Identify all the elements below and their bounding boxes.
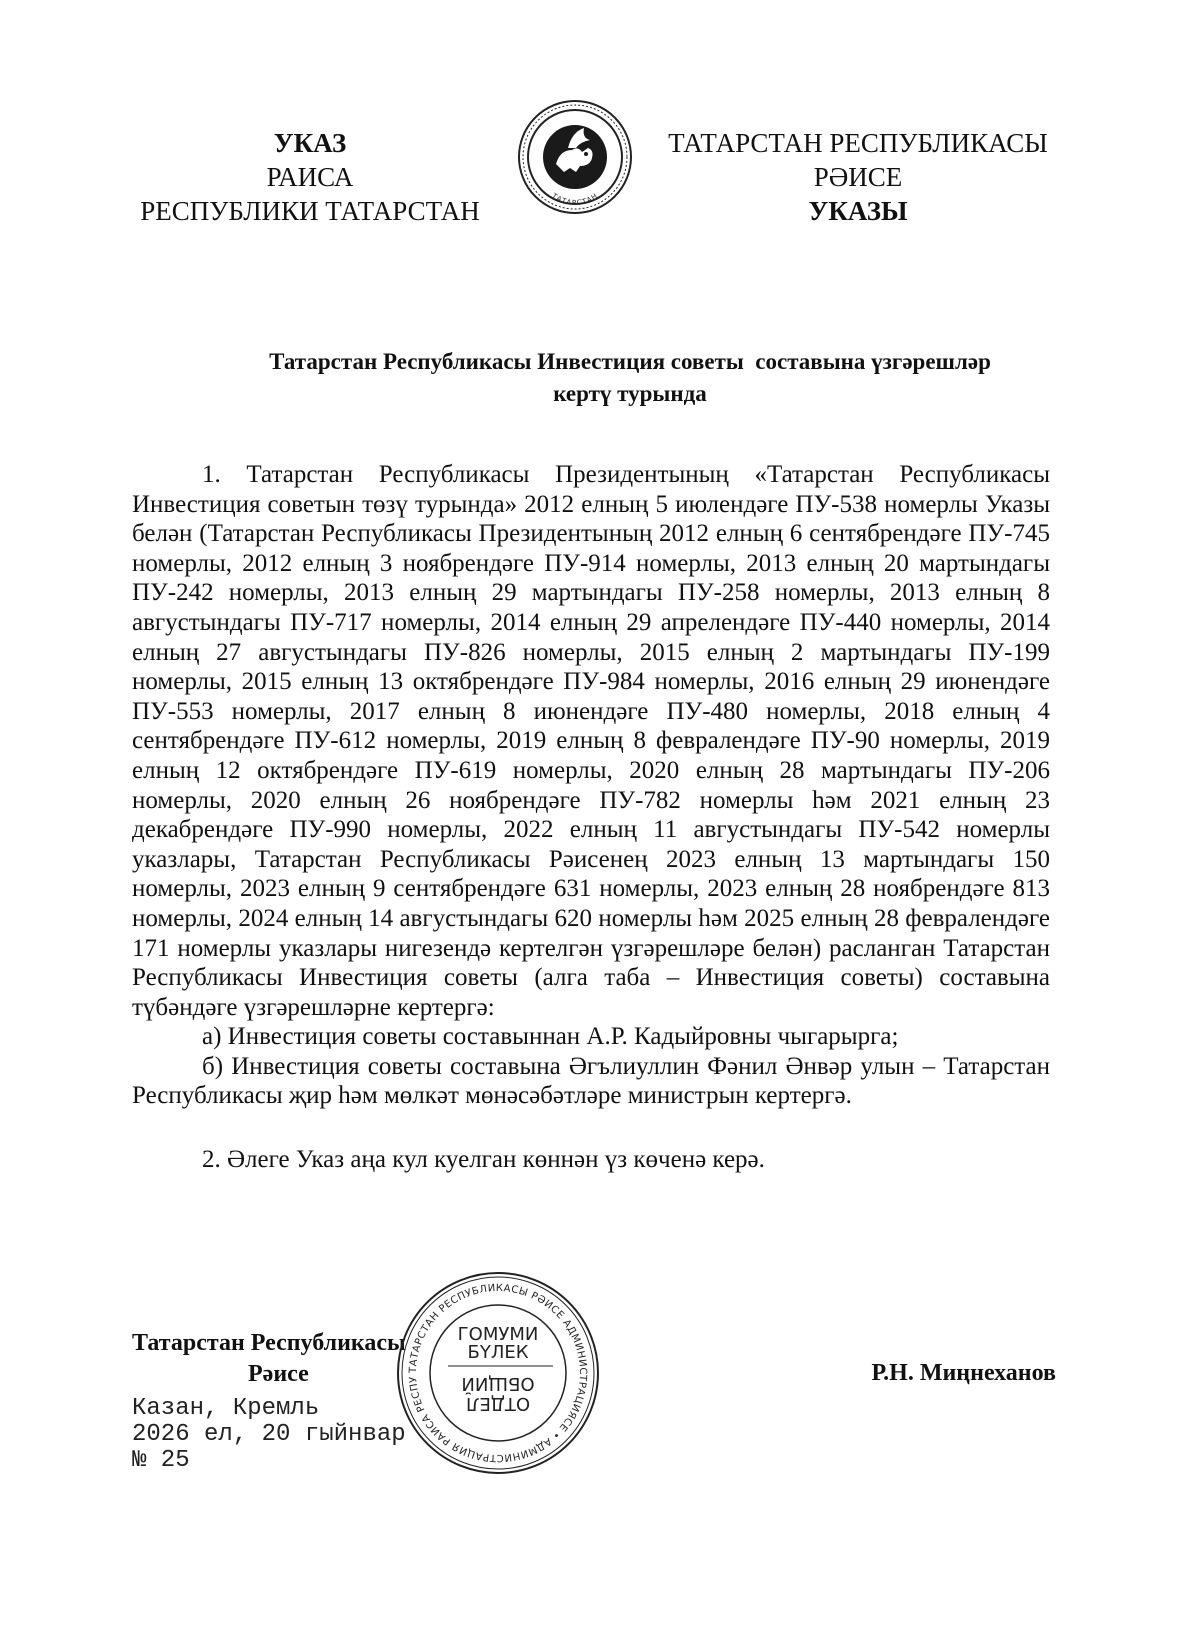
- coat-of-arms-emblem: [516, 98, 634, 216]
- header-left-line1: УКАЗ: [273, 128, 347, 158]
- document-body: [132, 460, 1050, 1175]
- title-line1: Татарстан Республикасы Инвестиция советы составына үзгәрешләр: [269, 349, 991, 374]
- stamp-line4: ОБЩИЙ: [461, 1373, 535, 1394]
- stamp-ring-text: ТАТАРСТАН РЕСПУБЛИКАСЫ РӘИСЕ АДМИНИСТРАЦИЯСЕ • АДМИНИСТРАЦИЯ РАИСА РЕСПУ: [407, 1282, 589, 1464]
- paragraph-1b: б) Инвестиция советы составына Әгълиуллин Фәнил Әнвәр улын – Татарстан Республикасы җир һәм мөлкәт мөнәсәбәтләре министрын кертергә.: [132, 1052, 1050, 1110]
- paragraph-2: 2. Әлеге Указ аңа кул куелган көннән үз көченә керә.: [202, 1146, 765, 1174]
- number-text: № 25: [132, 1447, 190, 1474]
- stamp-line1: ГОМУМИ: [457, 1324, 539, 1345]
- signature-title-line2: Рәисе: [248, 1361, 309, 1387]
- stamp-icon: [393, 1268, 603, 1478]
- place-text: Казан, Кремль: [132, 1395, 320, 1422]
- paragraph-1: 1. Татарстан Республикасы Президентының «Татарстан Республикасы Инвестиция советын төзү турында» 2012 елның 5 июлендәге ПУ-538 номерлы Указы белән (Татарстан Республикасы Президентының 2012 елның 6 сентябрендәге ПУ-745 номерлы, 2012 елның 3 ноябрендәге ПУ-914 номерлы, 2013 елның 20 мартындагы ПУ-242 номерлы, 2013 елның 29 мартындагы ПУ-258 номерлы, 2013 елның 8 августындагы ПУ-717 номерлы, 2014 елның 29 апрелендәге ПУ-440 номерлы, 2014 елның 27 августындагы ПУ-826 номерлы, 2015 елның 2 мартындагы ПУ-199 номерлы, 2015 елның 13 октябрендәге ПУ-984 номерлы, 2016 елның 29 июнендәге ПУ-553 номерлы, 2017 елның 8 июнендәге ПУ-480 номерлы, 2018 елның 4 сентябрендәге ПУ-612 номерлы, 2019 елның 8 февралендәге ПУ-90 номерлы, 2019 елның 12 октябрендәге ПУ-619 номерлы, 2020 елның 28 мартындагы ПУ-206 номерлы, 2020 елның 26 ноябрендәге ПУ-782 номерлы һәм 2021 елның 23 декабрендәге ПУ-990 номерлы, 2022 елның 11 августындагы ПУ-542 номерлы указлары, Татарстан Республикасы Рәисенең 2023 елның 13 мартындагы 150 номерлы, 2023 елның 9 сентябрендәге 631 номерлы, 2023 елның 28 ноябрендәге 813 номерлы, 2024 елның 14 августындагы 620 номерлы һәм 2025 елның 28 февралендәге 171 номерлы указлары нигезендә кертелгән үзгәрешләре белән) расланган Татарстан Республикасы Инвестиция советы (алга таба – Инвестиция советы) составына түбәндәге үзгәрешләрне кертергә:: [132, 461, 1050, 1021]
- official-stamp: [393, 1268, 603, 1478]
- header-right-line2: РӘИСЕ: [813, 162, 903, 192]
- emblem-icon: [516, 98, 634, 216]
- document-title: [180, 346, 1080, 410]
- emblem-text: ТАТАРСТАН: [550, 191, 600, 208]
- title-line2: кертү турында: [553, 381, 707, 406]
- signature-title-line1: Татарстан Республикасы: [132, 1330, 406, 1356]
- paragraph-1a: а) Инвестиция советы составыннан А.Р. Кадыйровны чыгарырга;: [202, 1023, 899, 1051]
- date-text: 2026 ел, 20 гыйнвар: [132, 1421, 406, 1448]
- stamp-line2: БҮЛЕК: [467, 1342, 529, 1363]
- place-date-block: [132, 1396, 422, 1474]
- header-right: [666, 126, 1050, 228]
- header-right-line3: УКАЗЫ: [808, 196, 908, 226]
- svg-text:ТАТАРСТАН: [550, 191, 600, 207]
- signatory-name: Р.Н. Миңнеханов: [871, 1360, 1056, 1386]
- header-left-line3: РЕСПУБЛИКИ ТАТАРСТАН: [140, 196, 480, 226]
- stamp-line3: ОТДЕЛ: [465, 1393, 531, 1414]
- header-right-line1: ТАТАРСТАН РЕСПУБЛИКАСЫ: [668, 128, 1048, 158]
- header-left-line2: РАИСА: [266, 162, 354, 192]
- header-left: [120, 126, 500, 228]
